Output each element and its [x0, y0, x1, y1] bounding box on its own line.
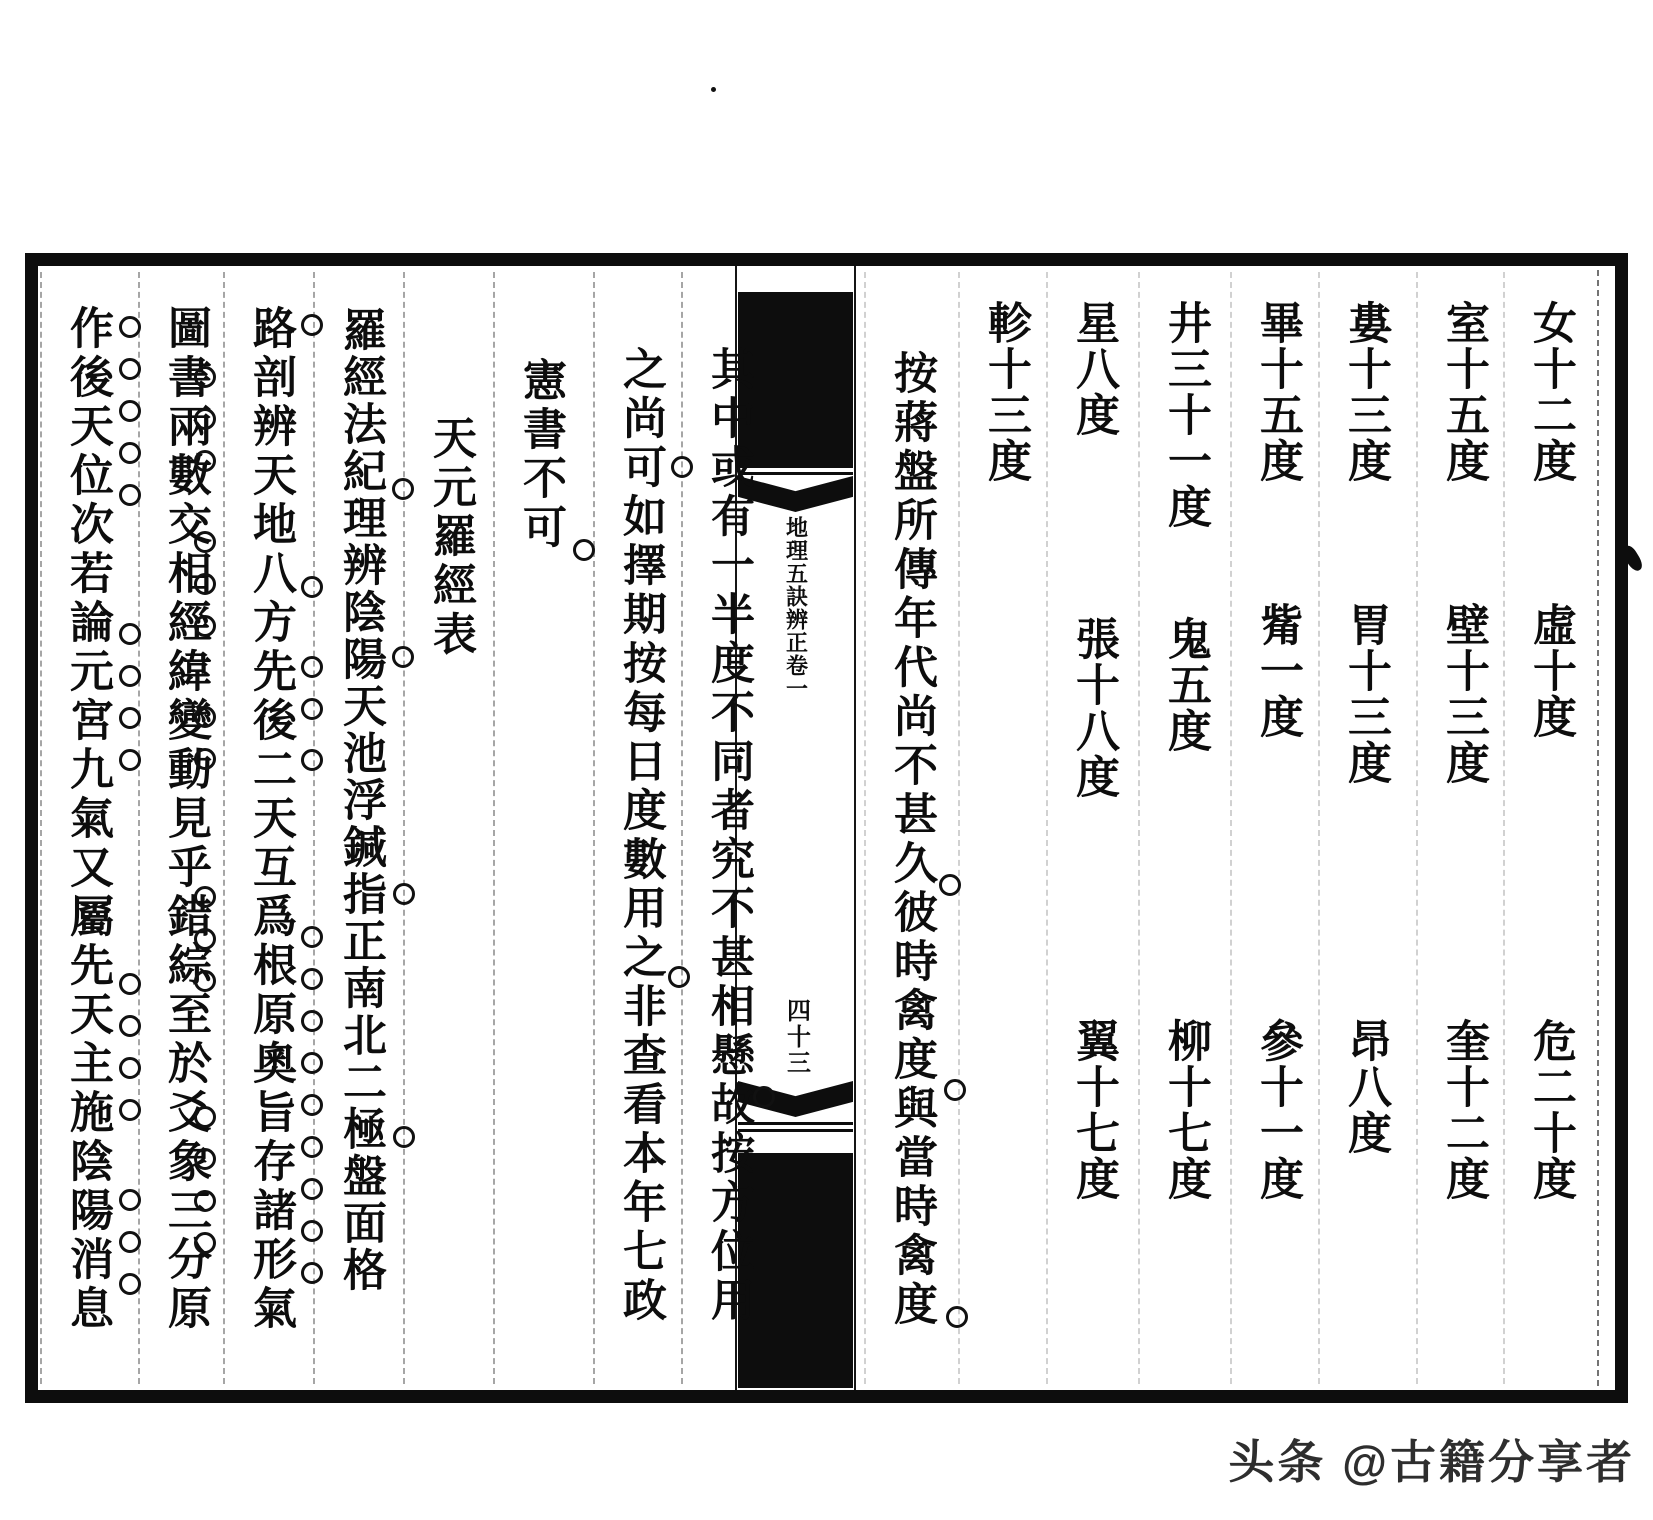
lodge-entry: 鬼五度 — [1161, 616, 1210, 754]
lodge-entry: 昂八度 — [1341, 1018, 1390, 1156]
watermark-text: 头条 @古籍分享者 — [1228, 1436, 1635, 1488]
lodge-entry: 翼十七度 — [1069, 1018, 1118, 1202]
fold-page-number: 四十三 — [782, 998, 809, 1076]
lodge-entry: 柳十七度 — [1161, 1018, 1210, 1202]
commentary-text: 按蔣盤所傳年代尚不甚久彼時禽度與當時禽度 — [887, 350, 936, 1330]
lodge-entry: 危二十度 — [1526, 1018, 1575, 1202]
left-column-4 — [315, 266, 405, 1390]
lodge-entry: 觜一度 — [1253, 602, 1302, 740]
prose-text: 作後天位次若論元宮九氣又屬先天主施陰陽消息 — [63, 305, 112, 1334]
lodge-entry: 參十一度 — [1253, 1018, 1302, 1202]
section-heading: 天元羅經表 — [426, 415, 475, 660]
left-column-6 — [140, 266, 230, 1390]
ink-speck — [711, 87, 716, 92]
prose-text: 之尚可如擇期按每日度數用之非查看本年七政 — [616, 346, 665, 1326]
star-column-0 — [1505, 266, 1595, 1390]
lodge-entry: 張十八度 — [1069, 616, 1118, 800]
star-column-1 — [1418, 266, 1508, 1390]
prose-text: 圖書兩數交相經緯變動見乎錯綜至於爻象三分原 — [161, 305, 210, 1334]
lodge-entry: 胃十三度 — [1341, 602, 1390, 786]
left-column-7 — [42, 266, 132, 1390]
lodge-entry: 室十五度 — [1439, 300, 1488, 484]
lodge-entry: 星八度 — [1069, 300, 1118, 438]
prose-text: 路剖辨天地八方先後二天互爲根原奧旨存諸形氣 — [246, 305, 295, 1334]
star-column-4 — [1140, 266, 1230, 1390]
star-column-6 — [960, 266, 1050, 1390]
page-frame — [25, 253, 1628, 1403]
prose-text: 其中或有一半度不同者究不甚相懸故按方位用 — [704, 346, 753, 1326]
commentary-column — [866, 266, 956, 1390]
lodge-entry: 壁十三度 — [1439, 602, 1488, 786]
lodge-entry: 奎十二度 — [1439, 1018, 1488, 1202]
lodge-entry: 井三十一度 — [1161, 300, 1210, 530]
left-column-1 — [595, 266, 685, 1390]
left-column-3 — [405, 266, 495, 1390]
prose-text: 羅經法紀理辨陰陽天池浮鍼指正南北二極盤面格 — [336, 307, 385, 1294]
lodge-entry: 女十二度 — [1526, 300, 1575, 484]
left-column-2 — [495, 266, 585, 1390]
lodge-entry: 虛十度 — [1526, 602, 1575, 740]
lodge-entry: 婁十三度 — [1341, 300, 1390, 484]
lodge-entry: 畢十五度 — [1253, 300, 1302, 484]
fold-book-title: 地理五訣辨正卷一 — [783, 516, 809, 700]
star-column-2 — [1320, 266, 1410, 1390]
prose-text: 憲書不可 — [516, 357, 565, 553]
star-column-5 — [1048, 266, 1138, 1390]
column-rule — [1597, 270, 1599, 1386]
left-column-5 — [225, 266, 315, 1390]
star-column-3 — [1232, 266, 1322, 1390]
lodge-entry: 軫十三度 — [981, 300, 1030, 484]
left-column-0 — [683, 266, 773, 1390]
